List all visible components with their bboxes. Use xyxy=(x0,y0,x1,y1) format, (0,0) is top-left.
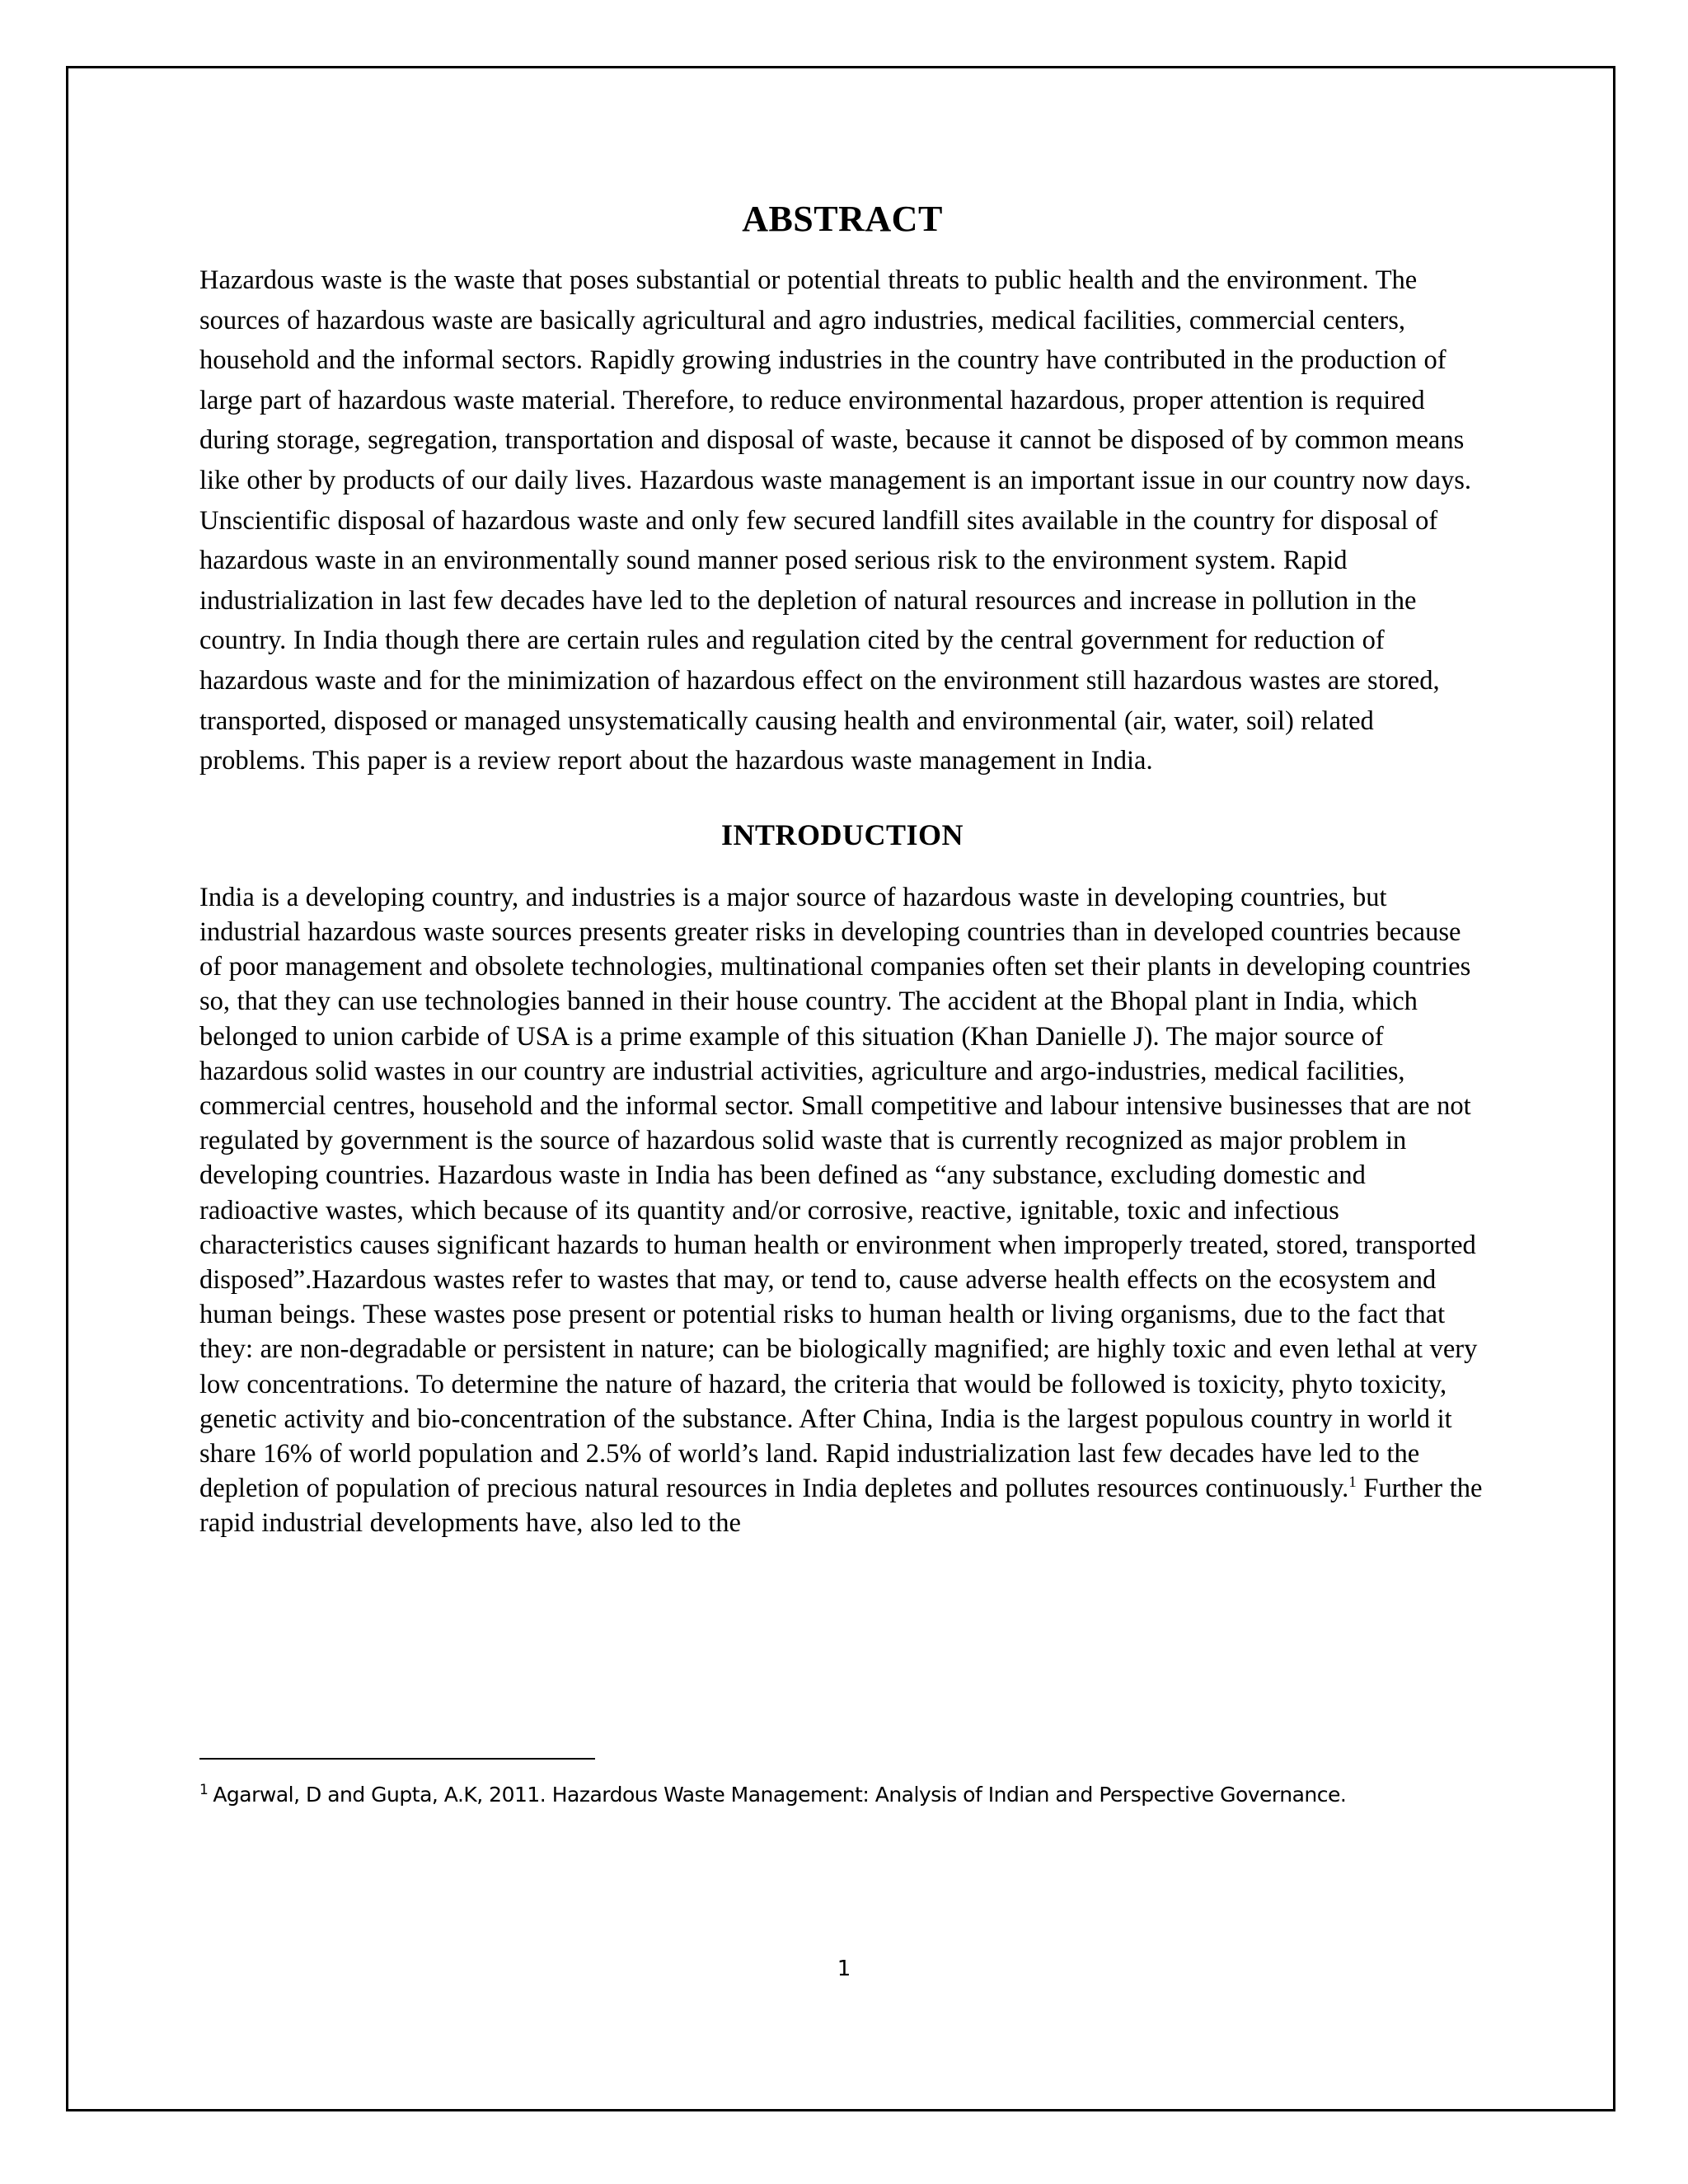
introduction-heading: INTRODUCTION xyxy=(720,818,964,851)
introduction-paragraph xyxy=(199,880,1485,1541)
abstract-heading: ABSTRACT xyxy=(742,199,943,239)
footnote-text: Agarwal, D and Gupta, A.K, 2011. Hazardous Waste Management: Analysis of Indian and Perspective Governance. xyxy=(213,1783,1347,1807)
footnote xyxy=(199,1780,1518,1810)
page-number: 1 xyxy=(837,1957,851,1981)
footnote-marker: 1 xyxy=(199,1781,209,1798)
footnote-separator xyxy=(199,1758,595,1760)
footnote-reference: 1 xyxy=(1348,1474,1357,1492)
page-content xyxy=(199,194,1485,1541)
introduction-text: India is a developing country, and industries is a major source of hazardous waste in developing countries, but industrial hazardous waste sources presents greater risks in developing countries than in developed countries because of poor management and obsolete technologies, multinational companies often set their plants in developing countries so, that they can use technologies banned in their house country. The accident at the Bhopal plant in India, which belonged to union carbide of USA is a prime example of this situation (Khan Danielle J). The major source of hazardous solid wastes in our country are industrial activities, agriculture and argo-industries, medical facilities, commercial centres, household and the informal sector. Small competitive and labour intensive businesses that are not regulated by government is the source of hazardous solid waste that is currently recognized as major problem in developing countries. Hazardous waste in India has been defined as “any substance, excluding domestic and radioactive wastes, which because of its quantity and/or corrosive, reactive, ignitable, toxic and infectious characteristics causes significant hazards to human health or environment when improperly treated, stored, transported disposed”.Hazardous wastes refer to wastes that may, or tend to, cause adverse health effects on the ecosystem and human beings. These wastes pose present or potential risks to human health or living organisms, due to the fact that they: are non-degradable or persistent in nature; can be biologically magnified; are highly toxic and even lethal at very low concentrations. To determine the nature of hazard, the criteria that would be followed is toxicity, phyto toxicity, genetic activity and bio-concentration of the substance. After China, India is the largest populous country in world it share 16% of world population and 2.5% of world’s land. Rapid industrialization last few decades have led to the depletion of population of precious natural resources in India depletes and pollutes resources continuously. xyxy=(199,882,1478,1504)
abstract-paragraph: Hazardous waste is the waste that poses substantial or potential threats to public health and the environment. The sources of hazardous waste are basically agricultural and agro industries, medical facilities, commercial centers, household and the informal sectors. Rapidly growing industries in the country have contributed in the production of large part of hazardous waste material. Therefore, to reduce environmental hazardous, proper attention is required during storage, segregation, transportation and disposal of waste, because it cannot be disposed of by common means like other by products of our daily lives. Hazardous waste management is an important issue in our country now days. Unscientific disposal of hazardous waste and only few secured landfill sites available in the country for disposal of hazardous waste in an environmentally sound manner posed serious risk to the environment system. Rapid industrialization in last few decades have led to the depletion of natural resources and increase in pollution in the country. In India though there are certain rules and regulation cited by the central government for reduction of hazardous waste and for the minimization of hazardous effect on the environment still hazardous wastes are stored, transported, disposed or managed unsystematically causing health and environmental (air, water, soil) related problems. This paper is a review report about the hazardous waste management in India. xyxy=(199,265,1471,776)
introduction-text-tail: Further the rapid industrial developments have, also led to the xyxy=(199,1474,1483,1539)
